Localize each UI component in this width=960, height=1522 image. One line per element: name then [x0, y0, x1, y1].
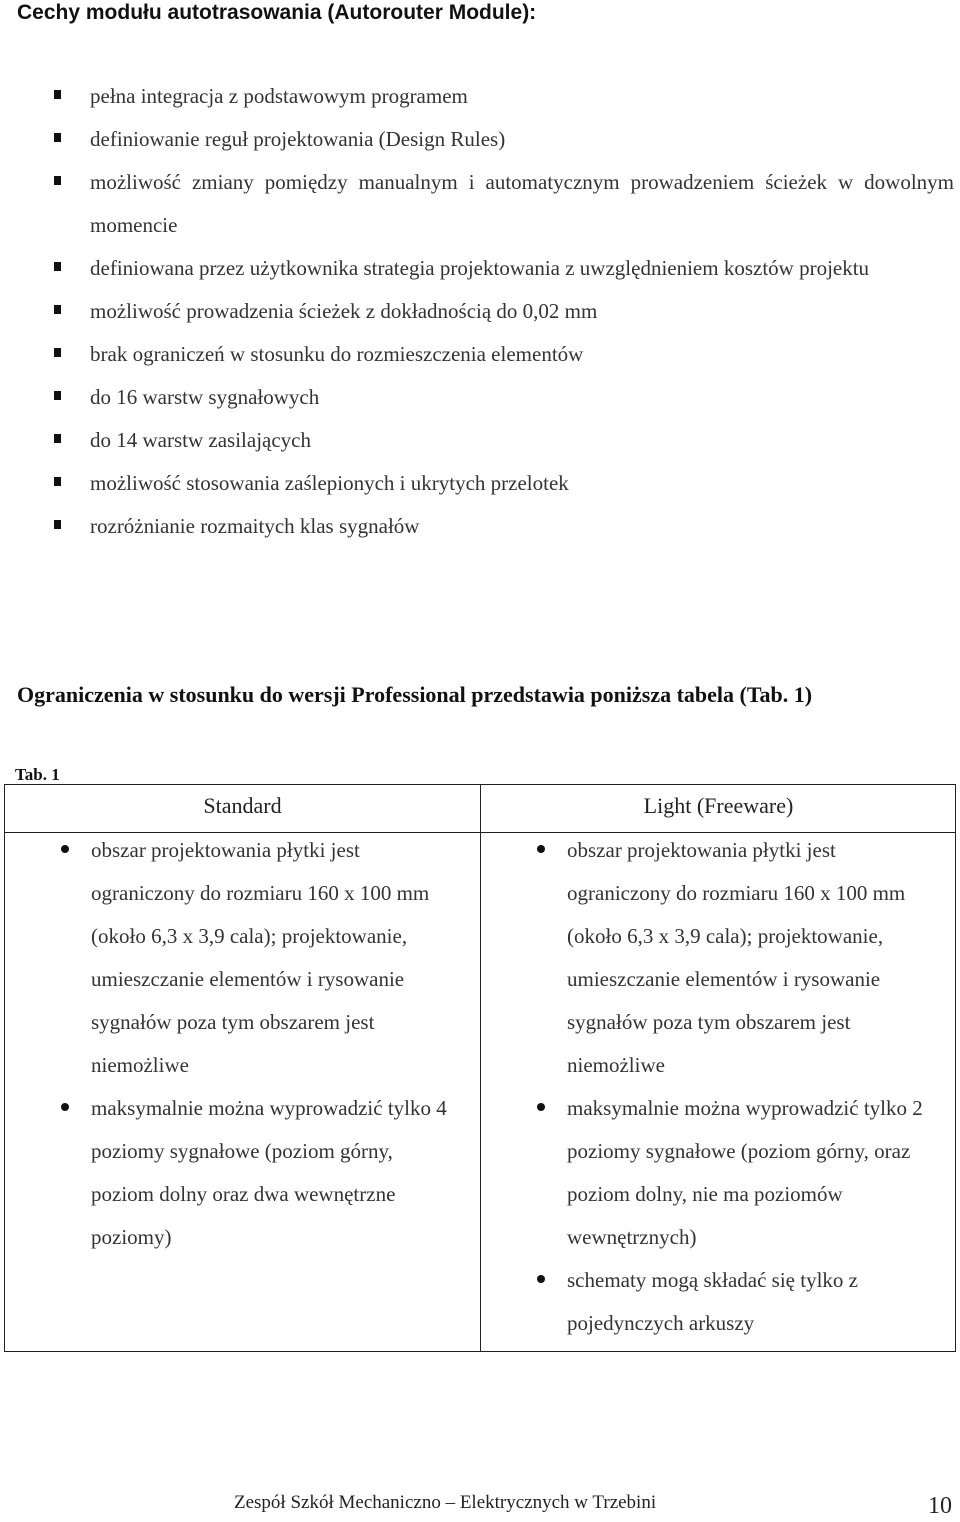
list-item [0, 247, 960, 290]
standard-limits-list [5, 829, 475, 1259]
section-heading: Cechy modułu autotrasowania (Autorouter Module): [17, 1, 537, 24]
list-item [0, 462, 960, 505]
square-bullet-icon [54, 133, 61, 142]
column-header-standard: Standard [203, 793, 282, 818]
list-item [0, 118, 960, 161]
round-bullet-icon [537, 845, 545, 853]
column-header-light: Light (Freeware) [643, 793, 794, 818]
square-bullet-icon [54, 477, 61, 486]
feature-list [0, 75, 960, 548]
list-item-text: schematy mogą składać się tylko z pojedynczych arkuszy [567, 1268, 858, 1335]
list-item-text: definiowana przez użytkownika strategia projektowania z uwzględnieniem kosztów projektu [90, 256, 870, 280]
list-item [0, 290, 960, 333]
light-limits-list [481, 829, 951, 1345]
limits-heading: Ograniczenia w stosunku do wersji Professional przedstawia poniższa tabela (Tab. 1) [17, 682, 813, 707]
list-item-text: możliwość stosowania zaślepionych i ukrytych przelotek [90, 471, 569, 495]
list-item [0, 333, 960, 376]
list-item-text: pełna integracja z podstawowym programem [90, 84, 468, 108]
comparison-table [4, 784, 956, 1352]
list-item-text: obszar projektowania płytki jest ograniczony do rozmiaru 160 x 100 mm (około 6,3 x 3,9 cala); projektowanie, umieszczanie elementów i rysowanie sygnałów poza tym obszarem jest niemożliwe [567, 838, 906, 1077]
square-bullet-icon [54, 391, 61, 400]
list-item-text: obszar projektowania płytki jest ograniczony do rozmiaru 160 x 100 mm (około 6,3 x 3,9 cala); projektowanie, umieszczanie elementów i rysowanie sygnałów poza tym obszarem jest niemożliwe [91, 838, 430, 1077]
list-item-text: możliwość zmiany pomiędzy manualnym i automatycznym prowadzeniem ścieżek w dowolnym momencie [90, 170, 954, 237]
list-item [0, 505, 960, 548]
square-bullet-icon [54, 434, 61, 443]
list-item-text: maksymalnie można wyprowadzić tylko 4 poziomy sygnałowe (poziom górny, poziom dolny oraz dwa wewnętrzne poziomy) [91, 1096, 447, 1249]
list-item-text: rozróżnianie rozmaitych klas sygnałów [90, 514, 420, 538]
list-item [481, 1259, 927, 1345]
list-item [0, 161, 960, 247]
page-number: 10 [928, 1493, 952, 1519]
round-bullet-icon [537, 1103, 545, 1111]
square-bullet-icon [54, 262, 61, 271]
list-item-text: definiowanie reguł projektowania (Design Rules) [90, 127, 506, 151]
square-bullet-icon [54, 520, 61, 529]
page-footer: Zespół Szkół Mechaniczno – Elektrycznych w Trzebini [234, 1492, 657, 1513]
round-bullet-icon [61, 1103, 69, 1111]
list-item-text: do 16 warstw sygnałowych [90, 385, 320, 409]
list-item [0, 376, 960, 419]
list-item [0, 419, 960, 462]
square-bullet-icon [54, 90, 61, 99]
round-bullet-icon [537, 1275, 545, 1283]
list-item [5, 829, 451, 1087]
table-caption: Tab. 1 [15, 765, 60, 784]
list-item [481, 829, 927, 1087]
list-item-text: do 14 warstw zasilających [90, 428, 312, 452]
square-bullet-icon [54, 348, 61, 357]
square-bullet-icon [54, 176, 61, 185]
list-item [5, 1087, 451, 1259]
list-item [481, 1087, 927, 1259]
list-item-text: maksymalnie można wyprowadzić tylko 2 poziomy sygnałowe (poziom górny, oraz poziom dolny, nie ma poziomów wewnętrznych) [567, 1096, 923, 1249]
list-item-text: brak ograniczeń w stosunku do rozmieszczenia elementów [90, 342, 584, 366]
list-item [0, 75, 960, 118]
list-item-text: możliwość prowadzenia ścieżek z dokładnością do 0,02 mm [90, 299, 598, 323]
square-bullet-icon [54, 305, 61, 314]
round-bullet-icon [61, 845, 69, 853]
